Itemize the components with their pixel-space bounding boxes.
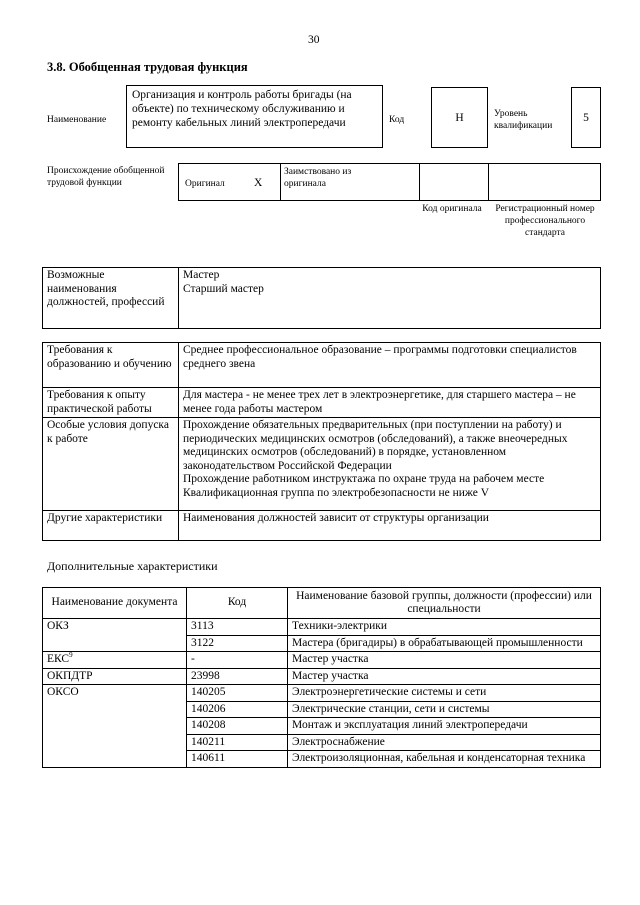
table-cell-name: Мастера (бригадиры) в обрабатывающей промышленности xyxy=(288,635,601,652)
footnote-mark: 9 xyxy=(69,651,73,660)
code-label: Код xyxy=(389,115,405,125)
doc-eks xyxy=(43,652,187,669)
original-mark: X xyxy=(254,177,263,189)
table-cell-name: Электроизоляционная, кабельная и конденсаторная техника xyxy=(288,751,601,768)
table-cell-name: Монтаж и эксплуатация линий электропередачи xyxy=(288,718,601,735)
header-code: Код xyxy=(187,588,288,619)
table-cell-code: 140206 xyxy=(187,701,288,718)
header-document: Наименование документа xyxy=(43,588,187,619)
table-cell-code: 140611 xyxy=(187,751,288,768)
table-cell-name: Электрические станции, сети и системы xyxy=(288,701,601,718)
doc-okso: ОКСО xyxy=(43,685,187,768)
origin-box xyxy=(178,163,601,201)
table-cell-code: - xyxy=(187,652,288,669)
caption-registration: Регистрационный номер профессионального стандарта xyxy=(495,204,595,238)
position-item: Мастер xyxy=(183,269,220,281)
additional-table xyxy=(42,587,601,768)
table-cell-name: Мастер участка xyxy=(288,668,601,685)
table-cell-code: 3113 xyxy=(187,619,288,636)
req-admission-label: Особые условия допуска к работе xyxy=(43,418,179,511)
table-cell-name: Электроснабжение xyxy=(288,734,601,751)
table-cell-code: 140205 xyxy=(187,685,288,702)
table-cell-name: Электроэнергетические системы и сети xyxy=(288,685,601,702)
positions-label: Возможные наименования должностей, профессий xyxy=(43,268,179,329)
req-other-value: Наименования должностей зависит от структуры организации xyxy=(179,511,601,541)
level-value: 5 xyxy=(583,111,589,124)
req-education-value: Среднее профессиональное образование – программы подготовки специалистов среднего звена xyxy=(179,343,601,388)
positions-table xyxy=(42,267,601,329)
table-cell-code: 3122 xyxy=(187,635,288,652)
admission-line: Квалификационная группа по электробезопасности не ниже V xyxy=(183,486,490,499)
req-education-label: Требования к образованию и обучению xyxy=(43,343,179,388)
page-number: 30 xyxy=(308,34,320,46)
req-experience-value: Для мастера - не менее трех лет в электроэнергетике, для старшего мастера – не менее года работы мастером xyxy=(179,388,601,418)
requirements-table xyxy=(42,342,601,541)
doc-okpdtr: ОКПДТР xyxy=(43,668,187,685)
section-title: 3.8. Обобщенная трудовая функция xyxy=(47,60,248,74)
admission-line: Прохождение работником инструктажа по охране труда на рабочем месте xyxy=(183,473,545,485)
code-value: H xyxy=(455,111,464,124)
borrowed-label: Заимствовано из оригинала xyxy=(284,167,352,189)
caption-code: Код оригинала xyxy=(422,204,482,214)
table-cell-name: Мастер участка xyxy=(288,652,601,669)
origin-label: Происхождение обобщенной трудовой функции xyxy=(47,166,165,188)
req-other-label: Другие характеристики xyxy=(43,511,179,541)
table-cell-name: Техники-электрики xyxy=(288,619,601,636)
positions-values xyxy=(179,268,601,329)
req-experience-label: Требования к опыту практической работы xyxy=(43,388,179,418)
level-label: Уровень квалификации xyxy=(494,109,553,131)
admission-line: Прохождение обязательных предварительных (при поступлении на работу) и периодических медицинских осмотров (обследований), а также внеочередных медицинских осмотров (обследований) в порядке, установленном законодательством Российской Федерации xyxy=(183,419,568,472)
code-value-box xyxy=(431,87,488,148)
name-value: Организация и контроль работы бригады (на объекте) по техническому обслуживанию и ремонту кабельных линий электропередачи xyxy=(132,89,352,129)
table-cell-code: 23998 xyxy=(187,668,288,685)
req-admission-value xyxy=(179,418,601,511)
doc-okz: ОКЗ xyxy=(43,619,187,652)
original-label: Оригинал xyxy=(185,179,225,189)
header-name: Наименование базовой группы, должности (профессии) или специальности xyxy=(288,588,601,619)
position-item: Старший мастер xyxy=(183,282,264,295)
name-value-box xyxy=(126,85,383,148)
table-cell-code: 140208 xyxy=(187,718,288,735)
level-value-box xyxy=(571,87,601,148)
doc-eks-text: ЕКС xyxy=(47,653,70,665)
name-label: Наименование xyxy=(47,115,107,125)
table-cell-code: 140211 xyxy=(187,734,288,751)
additional-title: Дополнительные характеристики xyxy=(47,559,218,573)
